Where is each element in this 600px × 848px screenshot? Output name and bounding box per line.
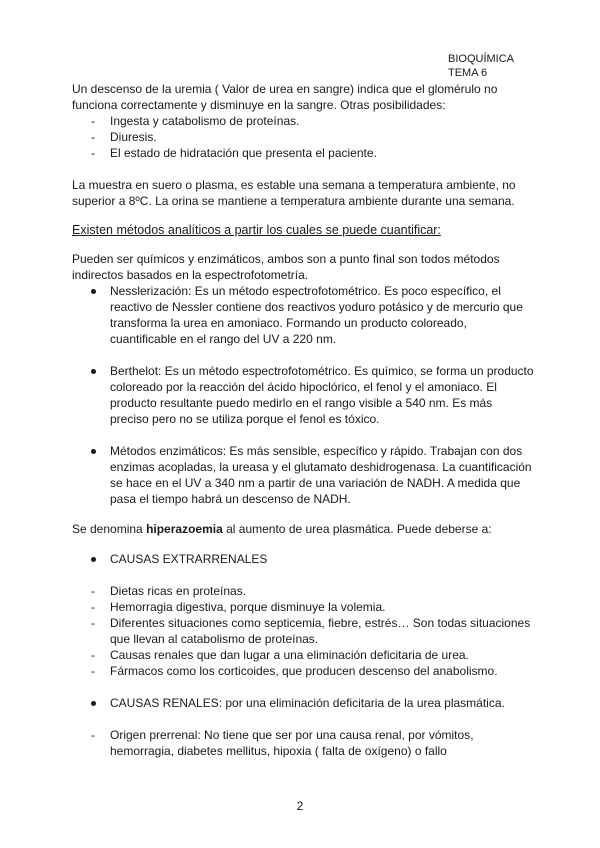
intro-list <box>72 113 534 161</box>
header-subject: BIOQUÍMICA <box>448 53 515 65</box>
header-topic: TEMA 6 <box>448 67 488 79</box>
methods-intro: Pueden ser químicos y enzimáticos, ambos son a punto final son todos métodos indirectos basados en la espectrofotometría. <box>72 252 500 282</box>
extrarenal-title: CAUSAS EXTRARRENALES <box>72 551 534 567</box>
page-header <box>448 52 514 80</box>
method-item: Berthelot: Es un método espectrofotométrico. Es químico, se forma un producto coloreado por la reacción del ácido hipoclórico, el fenol y el amoniaco. El producto resultante puedo medirlo en el rango visible a 540 nm. Es más preciso pero no se utiliza porque el fenol es tóxico. <box>72 363 534 427</box>
hyperazoemia-paragraph <box>72 521 534 537</box>
page-number: 2 <box>296 799 304 813</box>
method-item: Nesslerización: Es un método espectrofotométrico. Es poco específico, el reactivo de Nessler contiene dos reactivos yoduro potásico y de mercurio que transforma la urea en amoniaco. Formando un producto coloreado, cuantificable en el rango del UV a 220 nm. <box>72 283 534 347</box>
list-item: - Ingesta y catabolismo de proteínas. <box>72 113 534 129</box>
hyper-term: hiperazoemia <box>146 522 223 536</box>
renal-list <box>72 727 534 759</box>
hyper-prefix: Se denomina <box>72 522 143 536</box>
methods-heading: Existen métodos analíticos a partir los cuales se puede cuantificar: <box>72 223 441 237</box>
extrarenal-list <box>72 583 534 679</box>
list-item: - Hemorragia digestiva, porque disminuye la volemia. <box>72 599 534 615</box>
intro-paragraph: Un descenso de la uremia ( Valor de urea en sangre) indica que el glomérulo no funciona correctamente y disminuye en la sangre. Otras posibilidades: <box>72 82 498 112</box>
sample-paragraph: La muestra en suero o plasma, es estable una semana a temperatura ambiente, no superior a 8ºC. La orina se mantiene a temperatura ambiente durante una semana. <box>72 178 516 208</box>
hyper-suffix: al aumento de urea plasmática. Puede deberse a: <box>226 522 492 536</box>
document-body <box>72 81 534 759</box>
method-item: Métodos enzimáticos: Es más sensible, específico y rápido. Trabajan con dos enzimas acopladas, la ureasa y el glutamato deshidrogenasa. La cuantificación se hace en el UV a 340 nm a partir de una variación de NADH. A medida que pasa el tiempo habrá un descenso de NADH. <box>72 443 534 507</box>
methods-list <box>72 283 534 507</box>
list-item: - Origen prerrenal: No tiene que ser por una causa renal, por vómitos, hemorragia, diabetes mellitus, hipoxia ( falta de oxígeno) o fallo <box>72 727 534 759</box>
list-item: - El estado de hidratación que presenta el paciente. <box>72 145 534 161</box>
list-item: - Diferentes situaciones como septicemia, fiebre, estrés… Son todas situaciones que llevan al catabolismo de proteínas. <box>72 615 534 647</box>
renal-heading-list <box>72 695 534 711</box>
list-item: - Dietas ricas en proteínas. <box>72 583 534 599</box>
list-item: - Fármacos como los corticoides, que producen descenso del anabolismo. <box>72 663 534 679</box>
list-item: - Diuresis. <box>72 129 534 145</box>
extrarenal-heading-list <box>72 551 534 567</box>
renal-title: CAUSAS RENALES: por una eliminación deficitaria de la urea plasmática. <box>72 695 534 711</box>
list-item: - Causas renales que dan lugar a una eliminación deficitaria de urea. <box>72 647 534 663</box>
